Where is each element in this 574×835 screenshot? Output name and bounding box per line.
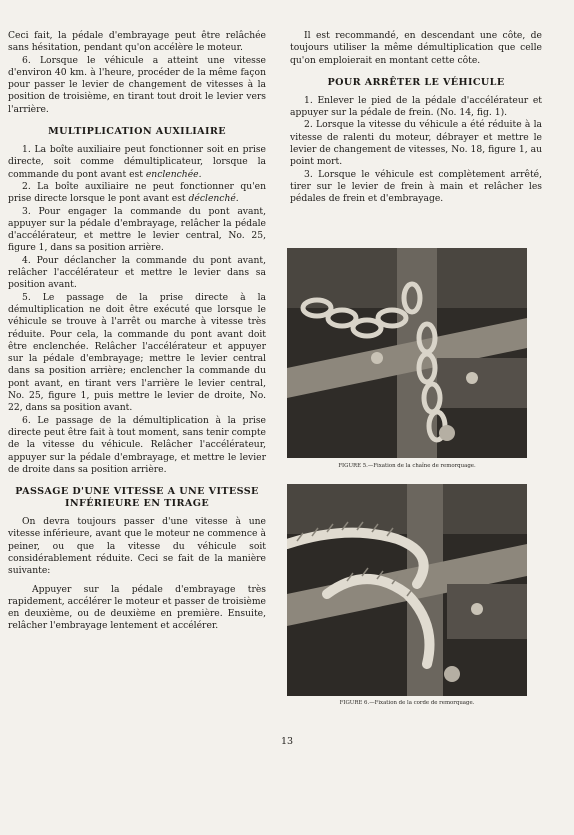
figure-6-rope-photo [287,484,527,696]
paragraph: Ceci fait, la pédale d'embrayage peut être relâchée sans hésitation, pendant qu'on accélère le moteur. [8,30,266,54]
section-heading-arreter: POUR ARRÊTER LE VÉHICULE [327,76,505,88]
paragraph: 3. Pour engager la commande du pont avant, appuyer sur la pédale d'embrayage, relâcher la pédale d'accélérateur, et mettre le levier central, No. 25, figure 1, dans sa position arrière. [8,205,266,254]
paragraph: 5. Le passage de la prise directe à la démultiplication ne doit être exécuté que lorsque le véhicule se trouve à l'arrêt ou marche à vitesse très réduite. Pour cela, la commande du pont avant doit être enclenchée. Relâcher l'accélérateur et appuyer sur la pédale d'embrayage; mettre le levier central dans sa position arrière; enclencher la commande du pont avant, en tirant vers l'arrière le levier central, No. 25, figure 1, puis mettre le levier de droite, No. 22, dans sa position avant. [8,291,266,414]
paragraph: 2. Lorsque la vitesse du véhicule a été réduite à la vitesse de ralenti du moteur, débrayer et mettre le levier de changement de vitesses, No. 18, figure 1, au point mort. [290,119,542,168]
paragraph: 4. Pour déclancher la commande du pont avant, relâcher l'accélérateur et mettre le levier dans sa position avant. [8,254,266,291]
left-column [8,30,266,633]
paragraph: 2. La boîte auxiliaire ne peut fonctionner qu'en prise directe lorsque le pont avant est déclenché. [8,180,266,205]
paragraph: 3. Lorsque le véhicule est complètement arrêté, tirer sur le levier de frein à main et relâcher les pédales de frein et d'embrayage. [290,168,542,205]
paragraph: Appuyer sur la pédale d'embrayage très rapidement, accélérer le moteur et passer de troisième en deuxième, ou de deuxième en première. Ensuite, relâcher l'embrayage lentement et accélérer. [8,583,266,632]
figure-5-caption: FIGURE 5.—Fixation de la chaîne de remorquage. [338,463,476,469]
paragraph: 6. Lorsque le véhicule a atteint une vitesse d'environ 40 km. à l'heure, procéder de la même façon pour passer le levier de changement de vitesses à la position de troisième, en tirant tout droit le levier vers l'arrière. [8,54,266,115]
paragraph: 1. La boîte auxiliaire peut fonctionner soit en prise directe, soit comme démultiplicateur, lorsque la commande du pont avant est enclenchée. [8,144,266,180]
figure-5-chain-photo [287,248,527,458]
paragraph: 1. Enlever le pied de la pédale d'accélérateur et appuyer sur la pédale de frein. (No. 14, fig. 1). [290,94,542,119]
figure-6-caption: FIGURE 6.—Fixation de la corde de remorquage. [339,700,475,706]
page-number: 13 [280,736,294,747]
paragraph: 6. Le passage de la démultiplication à la prise directe peut être fait à tout moment, sans tenir compte de la vitesse du véhicule. Relâcher l'accélérateur, appuyer sur la pédale d'embrayage, et mettre le levier de droite dans sa position arrière. [8,414,266,475]
right-column [290,30,542,206]
paragraph: Il est recommandé, en descendant une côte, de toujours utiliser la même démultiplication que celle qu'on emploierait en montant cette côte. [290,30,542,66]
section-heading-passage: PASSAGE D'UNE VITESSE A UNE VITESSE INFÉRIEURE EN TIRAGE [15,486,259,510]
section-heading-multiplication: MULTIPLICATION AUXILIAIRE [48,126,226,138]
paragraph: On devra toujours passer d'une vitesse à une vitesse inférieure, avant que le moteur ne commence à peiner, ou que la vitesse du véhicule soit considérablement réduite. Ceci se fait de la manière suivante: [8,516,266,577]
